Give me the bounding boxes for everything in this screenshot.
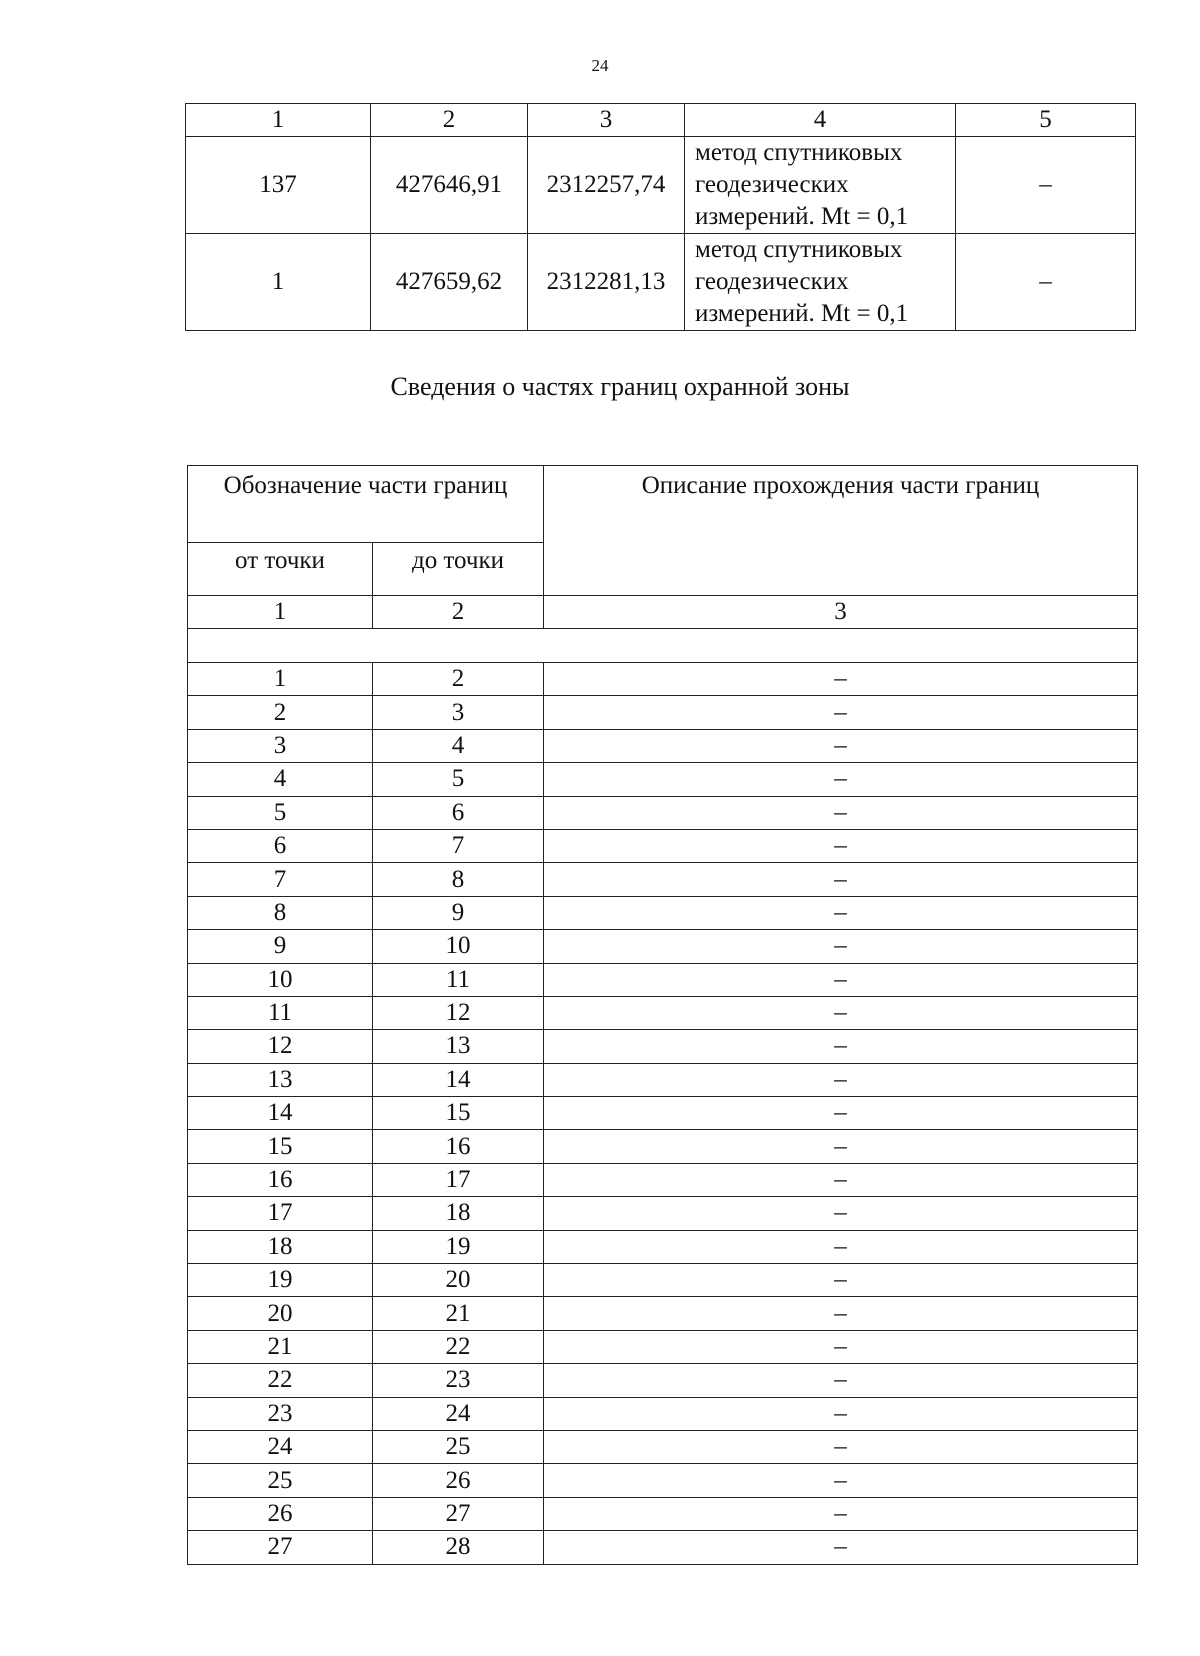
description-cell: – (544, 1063, 1138, 1096)
method-line: измерений. Mt = 0,1 (695, 300, 909, 327)
table-row (188, 896, 1138, 929)
to-point-cell: 24 (373, 1397, 544, 1430)
y-coordinate: 2312281,13 (528, 234, 685, 331)
from-point-cell: 17 (188, 1197, 373, 1230)
to-point-header: до точки (373, 543, 544, 596)
description-cell: – (544, 1163, 1138, 1196)
parts-blank-row (188, 629, 1138, 663)
to-point-cell: 27 (373, 1497, 544, 1530)
description-cell: – (544, 863, 1138, 896)
description-cell: – (544, 1430, 1138, 1463)
from-point-cell: 7 (188, 863, 373, 896)
table-row (188, 729, 1138, 762)
description-cell: – (544, 1464, 1138, 1497)
table-row (188, 1330, 1138, 1363)
from-point-cell: 13 (188, 1063, 373, 1096)
to-point-cell: 21 (373, 1297, 544, 1330)
method-line: метод спутниковых (695, 139, 903, 166)
description-cell: – (544, 763, 1138, 796)
table-row (188, 1063, 1138, 1096)
from-point-cell: 1 (188, 663, 373, 696)
table-row (188, 963, 1138, 996)
table-row (188, 863, 1138, 896)
blank-cell (188, 629, 1138, 663)
description-cell: – (544, 1330, 1138, 1363)
from-point-cell: 23 (188, 1397, 373, 1430)
to-point-cell: 8 (373, 863, 544, 896)
from-point-cell: 22 (188, 1364, 373, 1397)
from-point-cell: 26 (188, 1497, 373, 1530)
from-point-cell: 24 (188, 1430, 373, 1463)
parts-col-2-number: 2 (373, 596, 544, 629)
from-point-cell: 12 (188, 1030, 373, 1063)
parts-column-numbers-row (188, 596, 1138, 629)
method-line: геодезических (695, 268, 849, 295)
table-row (188, 663, 1138, 696)
description-cell: – (544, 1264, 1138, 1297)
point-note: – (956, 137, 1136, 234)
description-cell: – (544, 963, 1138, 996)
coordinates-table (185, 103, 1136, 331)
section-title: Сведения о частях границ охранной зоны (390, 372, 850, 401)
table-row (188, 996, 1138, 1029)
from-point-cell: 10 (188, 963, 373, 996)
from-point-cell: 2 (188, 696, 373, 729)
coordinates-row (186, 234, 1136, 331)
table-row (188, 1297, 1138, 1330)
from-point-cell: 8 (188, 896, 373, 929)
parts-col-3-number: 3 (544, 596, 1138, 629)
coordinates-col-5-header: 5 (956, 104, 1136, 137)
description-cell: – (544, 1230, 1138, 1263)
description-cell: – (544, 1130, 1138, 1163)
table-row (188, 1197, 1138, 1230)
coordinates-col-1-header: 1 (186, 104, 371, 137)
table-row (188, 1531, 1138, 1564)
table-row (188, 763, 1138, 796)
coordinates-row (186, 137, 1136, 234)
description-cell: – (544, 1097, 1138, 1130)
table-row (188, 1130, 1138, 1163)
to-point-cell: 28 (373, 1531, 544, 1564)
from-point-cell: 21 (188, 1330, 373, 1363)
description-cell: – (544, 663, 1138, 696)
table-row (188, 1097, 1138, 1130)
from-point-cell: 9 (188, 930, 373, 963)
table-row (188, 1230, 1138, 1263)
from-point-cell: 20 (188, 1297, 373, 1330)
to-point-cell: 7 (373, 829, 544, 862)
coordinates-col-2-header: 2 (371, 104, 528, 137)
from-point-cell: 5 (188, 796, 373, 829)
from-point-header: от точки (188, 543, 373, 596)
to-point-cell: 4 (373, 729, 544, 762)
from-point-cell: 18 (188, 1230, 373, 1263)
parts-header-row (188, 466, 1138, 543)
table-row (188, 1364, 1138, 1397)
table-row (188, 1464, 1138, 1497)
description-cell: – (544, 996, 1138, 1029)
to-point-cell: 25 (373, 1430, 544, 1463)
coordinates-header-row (186, 104, 1136, 137)
to-point-cell: 20 (373, 1264, 544, 1297)
to-point-cell: 5 (373, 763, 544, 796)
description-cell: – (544, 1531, 1138, 1564)
from-point-cell: 11 (188, 996, 373, 1029)
method-line: метод спутниковых (695, 236, 903, 263)
description-cell: – (544, 1197, 1138, 1230)
description-cell: – (544, 1030, 1138, 1063)
page-number: 24 (591, 56, 609, 75)
to-point-cell: 12 (373, 996, 544, 1029)
method-line: геодезических (695, 171, 849, 198)
description-cell: – (544, 829, 1138, 862)
table-row (188, 1030, 1138, 1063)
determination-method (685, 234, 956, 331)
from-point-cell: 16 (188, 1163, 373, 1196)
description-cell: – (544, 729, 1138, 762)
determination-method (685, 137, 956, 234)
designation-header: Обозначение части границ (188, 466, 544, 543)
to-point-cell: 14 (373, 1063, 544, 1096)
to-point-cell: 6 (373, 796, 544, 829)
table-row (188, 1497, 1138, 1530)
from-point-cell: 4 (188, 763, 373, 796)
from-point-cell: 25 (188, 1464, 373, 1497)
y-coordinate: 2312257,74 (528, 137, 685, 234)
to-point-cell: 3 (373, 696, 544, 729)
to-point-cell: 13 (373, 1030, 544, 1063)
description-cell: – (544, 1397, 1138, 1430)
point-number: 1 (186, 234, 371, 331)
description-cell: – (544, 1497, 1138, 1530)
coordinates-col-3-header: 3 (528, 104, 685, 137)
description-cell: – (544, 896, 1138, 929)
x-coordinate: 427646,91 (371, 137, 528, 234)
from-point-cell: 6 (188, 829, 373, 862)
parts-col-1-number: 1 (188, 596, 373, 629)
to-point-cell: 19 (373, 1230, 544, 1263)
table-row (188, 796, 1138, 829)
from-point-cell: 27 (188, 1531, 373, 1564)
point-number: 137 (186, 137, 371, 234)
to-point-cell: 9 (373, 896, 544, 929)
to-point-cell: 16 (373, 1130, 544, 1163)
to-point-cell: 23 (373, 1364, 544, 1397)
x-coordinate: 427659,62 (371, 234, 528, 331)
table-row (188, 1163, 1138, 1196)
description-header: Описание прохождения части границ (544, 466, 1138, 596)
boundary-parts-table (187, 465, 1138, 1565)
coordinates-col-4-header: 4 (685, 104, 956, 137)
from-point-cell: 19 (188, 1264, 373, 1297)
method-line: измерений. Mt = 0,1 (695, 203, 909, 230)
description-cell: – (544, 1297, 1138, 1330)
description-cell: – (544, 1364, 1138, 1397)
to-point-cell: 18 (373, 1197, 544, 1230)
from-point-cell: 14 (188, 1097, 373, 1130)
table-row (188, 1430, 1138, 1463)
description-cell: – (544, 696, 1138, 729)
description-cell: – (544, 930, 1138, 963)
point-note: – (956, 234, 1136, 331)
table-row (188, 829, 1138, 862)
table-row (188, 1264, 1138, 1297)
to-point-cell: 17 (373, 1163, 544, 1196)
from-point-cell: 3 (188, 729, 373, 762)
from-point-cell: 15 (188, 1130, 373, 1163)
to-point-cell: 10 (373, 930, 544, 963)
to-point-cell: 2 (373, 663, 544, 696)
to-point-cell: 22 (373, 1330, 544, 1363)
table-row (188, 696, 1138, 729)
to-point-cell: 11 (373, 963, 544, 996)
to-point-cell: 15 (373, 1097, 544, 1130)
table-row (188, 930, 1138, 963)
to-point-cell: 26 (373, 1464, 544, 1497)
table-row (188, 1397, 1138, 1430)
description-cell: – (544, 796, 1138, 829)
